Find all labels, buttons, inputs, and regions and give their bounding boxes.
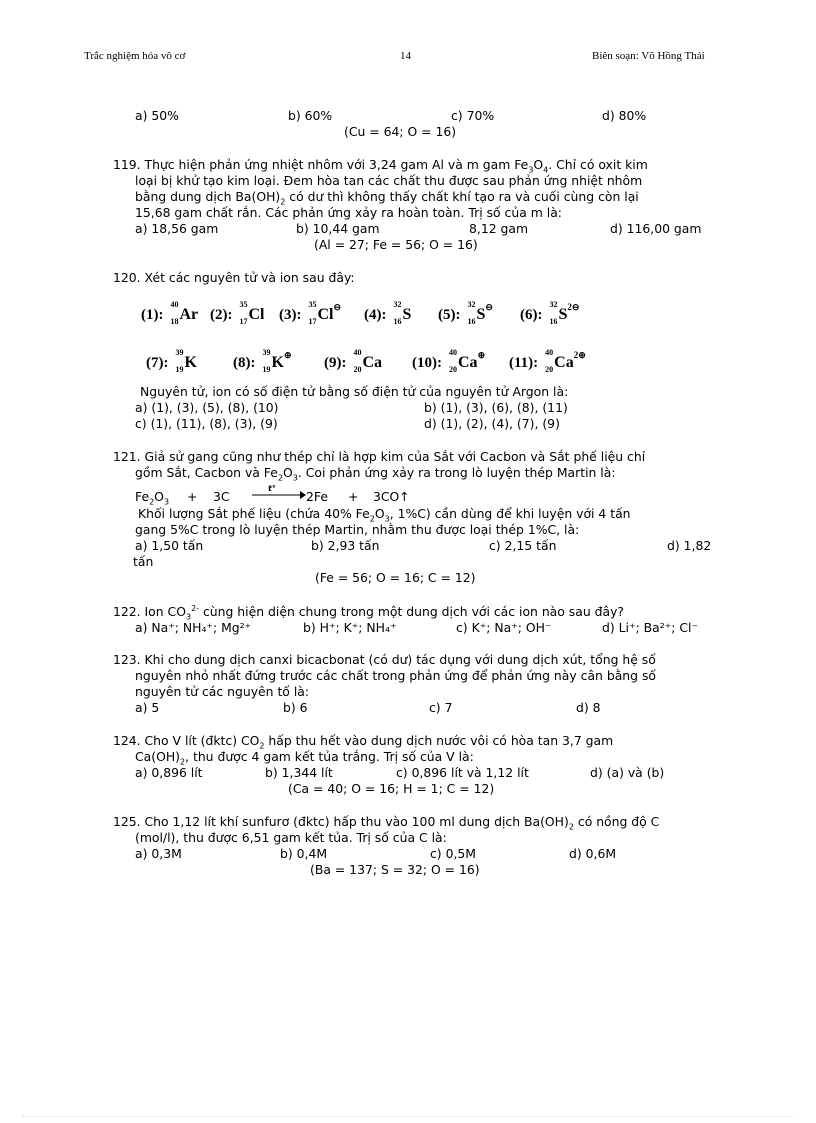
- ion-charge: ⊕: [477, 350, 486, 360]
- q120-option-d: d) (1), (2), (4), (7), (9): [424, 416, 560, 431]
- element-symbol: S: [558, 306, 568, 323]
- atomic-number: 17: [308, 317, 317, 326]
- species-label: (5):: [438, 307, 461, 323]
- q119-option-d: d) 116,00 gam: [610, 221, 702, 236]
- species-9: [324, 350, 382, 372]
- element-symbol: Ca: [554, 354, 574, 371]
- q121-equation-plus-2: +: [348, 489, 359, 504]
- q125-line-1: 125. Cho 1,12 lít khí sunfurơ (đktc) hấp thu vào 100 ml dung dịch $Ba(OH)_2$ có nồng độ C: [113, 814, 660, 832]
- atomic-number: 17: [239, 317, 248, 326]
- q121-equation-2fe: 2Fe: [306, 489, 328, 504]
- ion-charge: ⊖: [333, 302, 342, 312]
- species-numbers: [442, 348, 458, 374]
- species-label: (9):: [324, 355, 347, 371]
- q125-note: (Ba = 137; S = 32; O = 16): [310, 862, 480, 877]
- q119-option-b: b) 10,44 gam: [296, 221, 380, 236]
- species-5: [438, 302, 493, 324]
- q125-option-d: d) 0,6M: [569, 846, 617, 861]
- q125-option-a: a) 0,3M: [135, 846, 182, 861]
- atomic-number: 19: [175, 365, 184, 374]
- q123-option-d: d) 8: [576, 700, 601, 715]
- q122-option-d: d) Li⁺; Ba²⁺; Cl⁻: [602, 620, 698, 635]
- species-3: [279, 302, 341, 324]
- q121-equation-heat: t°: [268, 484, 276, 493]
- q124-note: (Ca = 40; O = 16; H = 1; C = 12): [288, 781, 495, 796]
- element-symbol: Cl: [317, 306, 334, 323]
- species-numbers: [164, 300, 180, 326]
- q124-option-c: c) 0,896 lít và 1,12 lít: [396, 765, 529, 780]
- q119-line-1: 119. Thực hiện phản ứng nhiệt nhôm với 3,24 gam Al và m gam $Fe_3O_4$. Chỉ có oxit kim: [113, 157, 648, 175]
- element-symbol: Ca: [458, 354, 478, 371]
- mass-number: 32: [393, 300, 402, 309]
- q123-option-b: b) 6: [283, 700, 308, 715]
- q120-option-b: b) (1), (3), (6), (8), (11): [424, 400, 568, 415]
- species-numbers: [302, 300, 318, 326]
- q121-option-b: b) 2,93 tấn: [311, 538, 380, 553]
- q121-option-a: a) 1,50 tấn: [135, 538, 204, 553]
- q119-note: (Al = 27; Fe = 56; O = 16): [314, 237, 478, 252]
- mass-number: 32: [549, 300, 558, 309]
- q124-option-b: b) 1,344 lít: [265, 765, 333, 780]
- reaction-arrow-icon: [251, 490, 307, 500]
- species-6: [520, 302, 579, 324]
- mass-number: 35: [308, 300, 317, 309]
- element-symbol: Ar: [179, 306, 199, 323]
- species-label: (11):: [509, 355, 539, 371]
- species-11: [509, 350, 586, 372]
- q122-option-c: c) K⁺; Na⁺; OH⁻: [456, 620, 552, 635]
- q125-option-c: c) 0,5M: [430, 846, 476, 861]
- q120-title: 120. Xét các nguyên tử và ion sau đây:: [113, 270, 355, 285]
- page-bottom-border: [22, 1116, 794, 1117]
- q121-option-d-unit: tấn: [133, 554, 154, 569]
- element-symbol: Ca: [362, 354, 383, 371]
- q119-line-4: 15,68 gam chất rắn. Các phản ứng xảy ra hoàn toàn. Trị số của m là:: [135, 205, 562, 220]
- atomic-number: 16: [549, 317, 558, 326]
- species-label: (7):: [146, 355, 169, 371]
- ion-charge: ⊖: [485, 302, 493, 312]
- atomic-number: 16: [467, 317, 476, 326]
- q119-option-a: a) 18,56 gam: [135, 221, 219, 236]
- q123-line-1: 123. Khi cho dung dịch canxi bicacbonat (có dư) tác dụng với dung dịch xút, tổng hệ số: [113, 652, 656, 667]
- q121-equation-plus-1: +: [187, 489, 198, 504]
- species-label: (2):: [210, 307, 233, 323]
- page-number: 14: [400, 50, 411, 62]
- ion-charge: ⊕: [283, 350, 292, 360]
- q123-option-c: c) 7: [429, 700, 453, 715]
- q125-option-b: b) 0,4M: [280, 846, 328, 861]
- q121-line-3: Khối lượng Sắt phế liệu (chứa 40% $Fe_2O_3$, 1%C) cần dùng để khi luyện với 4 tấn: [138, 506, 631, 524]
- q122-line-1: 122. Ion $CO_3^{2-}$ cùng hiện diện chung trong một dung dịch với các ion nào sau đây?: [113, 603, 625, 622]
- q119-line-2: loại bị khử tạo kim loại. Đem hòa tan các chất thu được sau phản ứng nhiệt nhôm: [135, 173, 643, 188]
- ion-charge: 2⊖: [567, 302, 580, 312]
- atomic-number: 16: [393, 317, 402, 326]
- q121-note: (Fe = 56; O = 16; C = 12): [315, 570, 476, 585]
- species-4: [364, 302, 411, 324]
- q119-option-c: 8,12 gam: [469, 221, 529, 236]
- species-numbers: [387, 300, 403, 326]
- mass-number: 40: [449, 348, 457, 357]
- q122-option-a: a) Na⁺; NH₄⁺; Mg²⁺: [135, 620, 252, 635]
- ion-charge: 2⊕: [573, 350, 586, 360]
- q121-option-c: c) 2,15 tấn: [489, 538, 557, 553]
- q121-option-d: d) 1,82: [667, 538, 712, 553]
- mass-number: 35: [239, 300, 248, 309]
- q121-equation-3c: 3C: [213, 489, 230, 504]
- atomic-number: 20: [545, 365, 554, 374]
- species-numbers: [347, 348, 363, 374]
- q121-equation-3co: 3CO↑: [373, 489, 410, 504]
- atomic-number: 18: [170, 317, 179, 326]
- q124-option-d: d) (a) và (b): [590, 765, 665, 780]
- mass-number: 40: [353, 348, 362, 357]
- header-left: Trắc nghiệm hóa vô cơ: [84, 50, 186, 62]
- species-label: (10):: [412, 355, 442, 371]
- q118-note: (Cu = 64; O = 16): [344, 124, 457, 139]
- header-right: Biên soạn: Võ Hồng Thái: [592, 50, 705, 62]
- element-symbol: Cl: [248, 306, 265, 323]
- species-numbers: [543, 300, 559, 326]
- q121-equation-reactant: $Fe_2O_3$: [135, 489, 170, 507]
- species-8: [233, 350, 292, 372]
- q123-line-3: nguyên tử các nguyên tố là:: [135, 684, 310, 699]
- element-symbol: K: [271, 354, 284, 371]
- element-symbol: S: [476, 306, 486, 323]
- mass-number: 40: [170, 300, 179, 309]
- species-label: (1):: [141, 307, 164, 323]
- q118-option-d: d) 80%: [602, 108, 647, 123]
- species-numbers: [233, 300, 249, 326]
- q118-option-a: a) 50%: [135, 108, 179, 123]
- q124-option-a: a) 0,896 lít: [135, 765, 203, 780]
- species-1: [141, 302, 198, 324]
- atomic-number: 20: [353, 365, 362, 374]
- q118-option-c: c) 70%: [451, 108, 495, 123]
- mass-number: 39: [262, 348, 271, 357]
- mass-number: 40: [545, 348, 554, 357]
- species-label: (3):: [279, 307, 302, 323]
- species-10: [412, 350, 485, 372]
- species-label: (4):: [364, 307, 387, 323]
- species-label: (8):: [233, 355, 256, 371]
- q120-option-c: c) (1), (11), (8), (3), (9): [135, 416, 278, 431]
- element-symbol: S: [402, 306, 412, 323]
- element-symbol: K: [184, 354, 197, 371]
- mass-number: 32: [467, 300, 476, 309]
- q120-question: Nguyên tử, ion có số điện tử bằng số điện tử của nguyên tử Argon là:: [140, 384, 569, 399]
- q121-line-1: 121. Giả sử gang cũng như thép chỉ là hợp kim của Sắt với Cacbon và Sắt phế liệu chỉ: [113, 449, 646, 464]
- q121-line-2: gồm Sắt, Cacbon và $Fe_2O_3$. Coi phản ứng xảy ra trong lò luyện thép Martin là:: [135, 465, 616, 483]
- atomic-number: 20: [449, 365, 457, 374]
- mass-number: 39: [175, 348, 184, 357]
- q119-line-3: bằng dung dịch $Ba(OH)_2$ có dư thì không thấy chất khí tạo ra và cuối cùng còn lại: [135, 189, 639, 207]
- q124-line-1: 124. Cho V lít (đktc) $CO_2$ hấp thu hết vào dung dịch nước vôi có hòa tan 3,7 gam: [113, 733, 614, 751]
- species-7: [146, 350, 197, 372]
- q123-option-a: a) 5: [135, 700, 160, 715]
- species-numbers: [538, 348, 554, 374]
- q118-option-b: b) 60%: [288, 108, 333, 123]
- species-2: [210, 302, 265, 324]
- species-numbers: [256, 348, 272, 374]
- species-numbers: [169, 348, 185, 374]
- q120-option-a: a) (1), (3), (5), (8), (10): [135, 400, 279, 415]
- q125-line-2: (mol/l), thu được 6,51 gam kết tủa. Trị số của C là:: [135, 830, 447, 845]
- q124-line-2: $Ca(OH)_2$, thu được 4 gam kết tủa trắng. Trị số của V là:: [135, 749, 474, 767]
- q121-line-4: gang 5%C trong lò luyện thép Martin, nhằm thu được loại thép 1%C, là:: [135, 522, 580, 537]
- atomic-number: 19: [262, 365, 271, 374]
- species-numbers: [461, 300, 477, 326]
- species-label: (6):: [520, 307, 543, 323]
- q122-option-b: b) H⁺; K⁺; NH₄⁺: [303, 620, 397, 635]
- q123-line-2: nguyên nhỏ nhất đứng trước các chất trong phản ứng để phản ứng này cân bằng số: [135, 668, 656, 683]
